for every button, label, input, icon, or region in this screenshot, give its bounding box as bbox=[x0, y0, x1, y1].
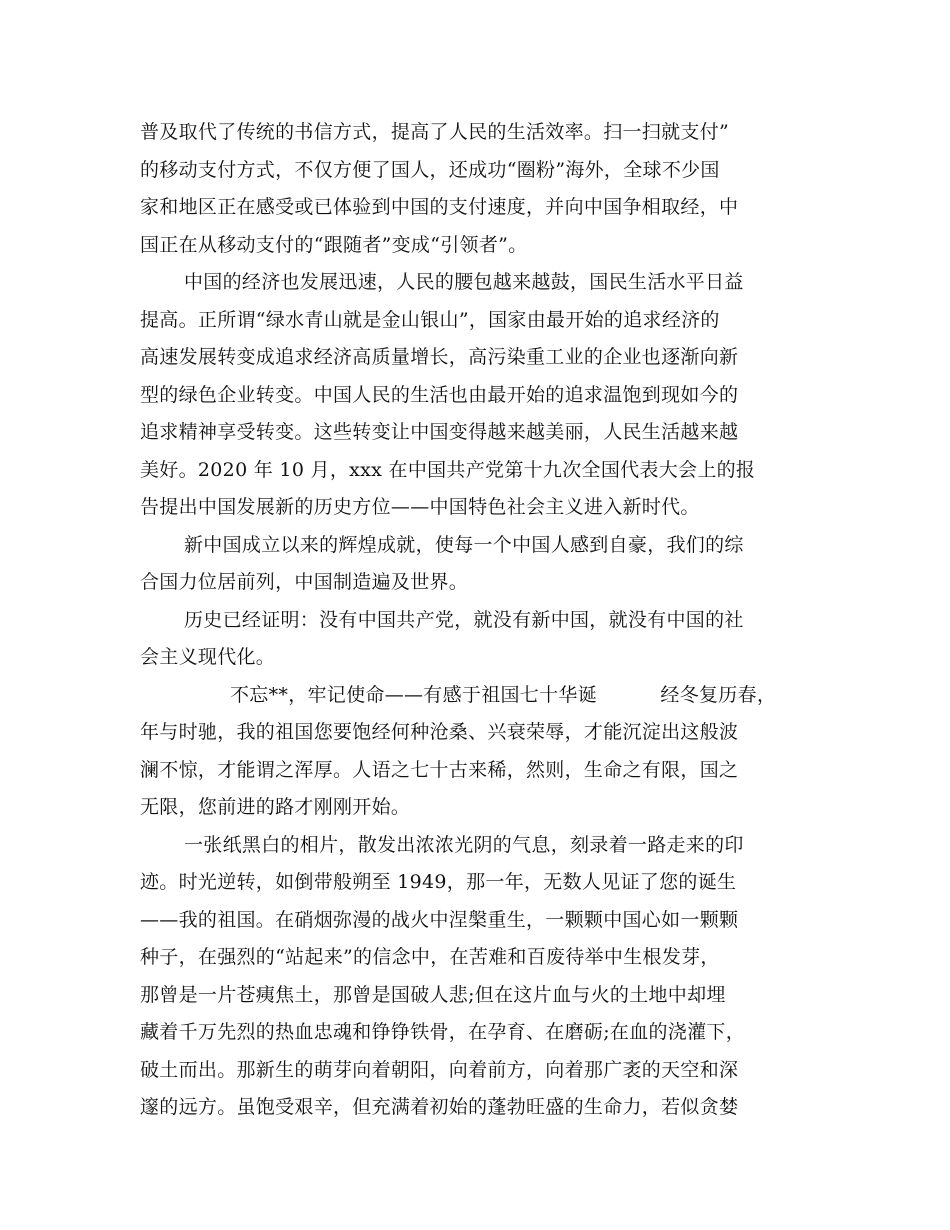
paragraph-first-line: 一张纸黑白的相片，散发出浓浓光阴的气息，刻录着一路走来的印 bbox=[184, 833, 744, 856]
text-line: 追求精神享受转变。这些转变让中国变得越来越美丽，人民生活越来越 bbox=[140, 421, 739, 443]
text-line: 迹。时光逆转，如倒带般朔至 1949，那一年，无数人见证了您的诞生 bbox=[140, 871, 737, 893]
text-line: 国正在从移动支付的“跟随者”变成“引领者”。 bbox=[140, 233, 528, 256]
text-line: 高速发展转变成追求经济高质量增长，高污染重工业的企业也逐渐向新 bbox=[140, 346, 739, 368]
text-line: 破土而出。那新生的萌芽向着朝阳，向着前方，向着那广袤的天空和深 bbox=[140, 1058, 739, 1081]
text-line: 告提出中国发展新的历史方位——中国特色社会主义进入新时代。 bbox=[140, 496, 700, 518]
text-line: 澜不惊，才能谓之浑厚。人语之七十古来稀，然则，生命之有限，国之 bbox=[140, 758, 739, 781]
text-line: ——我的祖国。在硝烟弥漫的战火中涅槃重生，一颗颗中国心如一颗颗 bbox=[140, 908, 739, 931]
paragraph-first-line: 历史已经证明：没有中国共产党，就没有新中国，就没有中国的社 bbox=[184, 608, 744, 631]
text-line: 合国力位居前列，中国制造遍及世界。 bbox=[140, 571, 469, 593]
text-line: 无限，您前进的路才刚刚开始。 bbox=[140, 796, 411, 818]
body-text bbox=[140, 114, 820, 1127]
text-line: 普及取代了传统的书信方式，提高了人民的生活效率。扫一扫就支付” bbox=[140, 121, 730, 143]
text-line: 提高。正所谓“绿水青山就是金山银山”，国家由最开始的追求经济的 bbox=[140, 308, 720, 331]
text-line: 那曾是一片苍痍焦土，那曾是国破人悲;但在这片血与火的土地中却埋 bbox=[140, 983, 726, 1006]
text-line: 藏着千万先烈的热血忠魂和铮铮铁骨，在孕育、在磨砺;在血的浇灌下， bbox=[140, 1021, 746, 1043]
paragraph-first-line: 新中国成立以来的辉煌成就，使每一个中国人感到自豪，我们的综 bbox=[184, 533, 744, 556]
text-line: 种子，在强烈的“站起来”的信念中，在苦难和百废待举中生根发芽， bbox=[140, 946, 720, 968]
text-line: 的移动支付方式，不仅方便了国人，还成功“圈粉”海外，全球不少国 bbox=[140, 158, 720, 181]
paragraph-first-line: 中国的经济也发展迅速，人民的腰包越来越鼓，国民生活水平日益 bbox=[184, 271, 744, 293]
text-line: 型的绿色企业转变。中国人民的生活也由最开始的追求温饱到现如今的 bbox=[140, 383, 739, 406]
text-line: 年与时驰，我的祖国您要饱经何种沧桑、兴衰荣辱，才能沉淀出这般波 bbox=[140, 721, 739, 743]
text-line: 邃的远方。虽饱受艰辛，但充满着初始的蓬勃旺盛的生命力，若似贪婪 bbox=[140, 1096, 739, 1118]
text-line: 家和地区正在感受或已体验到中国的支付速度，并向中国争相取经，中 bbox=[140, 196, 739, 218]
essay-title-line: 不忘**，牢记使命——有感于祖国七十华诞 经冬复历春， bbox=[230, 683, 777, 706]
text-line: 美好。2020 年 10 月，xxx 在中国共产党第十九次全国代表大会上的报 bbox=[140, 458, 756, 481]
text-line: 会主义现代化。 bbox=[140, 646, 276, 668]
